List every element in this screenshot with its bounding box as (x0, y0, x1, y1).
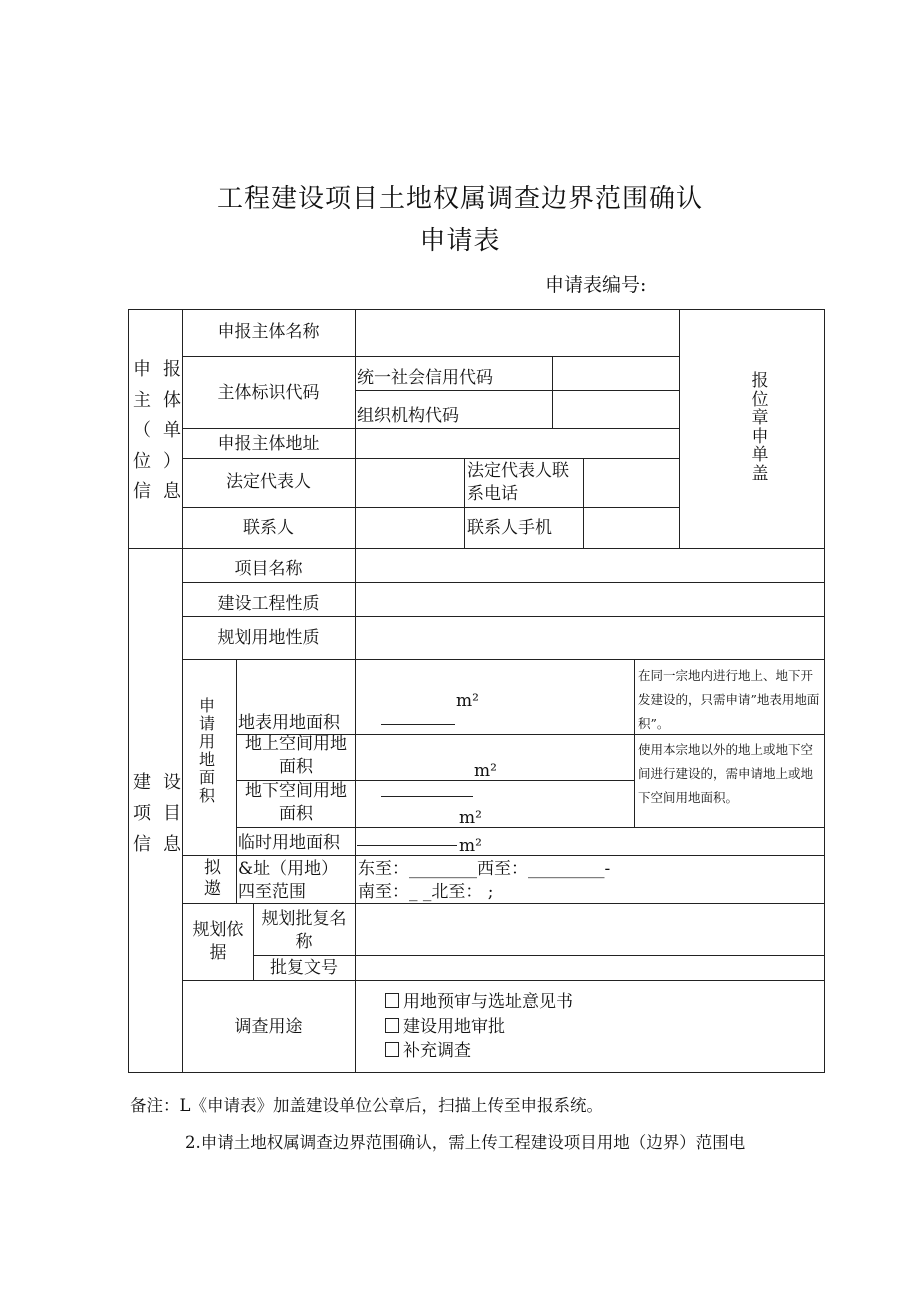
applicant-address-label: 申报主体地址 (217, 434, 320, 454)
applicant-section-label: 申报主体（单位）信息 (133, 359, 181, 502)
org-code-label: 组织机构代码 (357, 406, 459, 426)
purpose-option-preapproval[interactable]: 用地预审与选址意见书 (385, 990, 573, 1014)
temp-area-label: 临时用地面积 (238, 833, 340, 853)
credit-code-label: 统一社会信用代码 (357, 368, 493, 388)
surface-area-unit: m² (456, 691, 479, 711)
seal-area-label: 报位章申单盖 (751, 371, 769, 484)
form-number-label: 申请表编号: (545, 274, 647, 296)
surface-area-note: 在同一宗地内进行地上、地下开发建设的，只需申请”地表用地面积”。 (638, 668, 820, 731)
boundary-east-west[interactable]: 东至：________西至：_________- (358, 859, 611, 879)
site-label-line1: &址（用地） (238, 859, 339, 879)
site-label-line2: 四至范围 (238, 882, 306, 902)
space-area-note: 使用本宗地以外的地上或地下空间进行建设的，需申请地上或地下空间用地面积。 (638, 742, 814, 805)
area-group-label: 申请用地面积 (199, 696, 216, 805)
form-subtitle: 申请表 (419, 226, 501, 256)
approval-number-label: 批复文号 (270, 958, 338, 978)
checkbox-icon[interactable] (385, 993, 399, 1008)
boundary-south-north[interactable]: 南至：_ _北至： ; (358, 882, 494, 902)
legal-rep-label: 法定代表人 (226, 472, 311, 492)
purpose-option-approval[interactable]: 建设用地审批 (385, 1015, 505, 1039)
checkbox-icon[interactable] (385, 1018, 399, 1033)
note-line-1: 备注：L《申请表》加盖建设单位公章后，扫描上传至申报系统。 (130, 1096, 603, 1115)
applicant-name-label: 申报主体名称 (217, 322, 320, 342)
survey-purpose-label: 调查用途 (234, 1017, 303, 1037)
planning-basis-label: 规划依据 (192, 920, 244, 963)
surface-area-blank[interactable] (381, 705, 455, 725)
above-ground-area-unit: m² (474, 761, 497, 781)
approval-name-label: 规划批复名称 (261, 909, 347, 952)
contact-label: 联系人 (243, 518, 294, 538)
checkbox-icon[interactable] (385, 1042, 399, 1057)
above-ground-area-label: 地上空间用地面积 (245, 734, 347, 777)
applicant-id-label: 主体标识代码 (217, 383, 320, 403)
project-name-label: 项目名称 (234, 559, 303, 579)
below-ground-area-unit: m² (459, 808, 482, 828)
site-prefix-label: 拟 遨 (204, 858, 221, 899)
below-ground-area-blank[interactable] (357, 826, 457, 846)
surface-area-label: 地表用地面积 (238, 713, 340, 733)
project-section-label: 建设项目信息 (133, 772, 181, 855)
below-ground-area-label: 地下空间用地面积 (245, 781, 347, 824)
planned-land-use-label: 规划用地性质 (217, 628, 320, 648)
temp-area-unit: m² (459, 836, 482, 856)
contact-mobile-label: 联系人手机 (467, 518, 552, 538)
note-line-2: 2.申请土地权属调查边界范围确认，需上传工程建设项目用地（边界）范围电 (185, 1133, 746, 1152)
above-ground-area-blank[interactable] (381, 777, 473, 797)
legal-rep-phone-label: 法定代表人联系电话 (467, 461, 569, 504)
construction-nature-label: 建设工程性质 (217, 594, 320, 614)
form-title: 工程建设项目土地权属调查边界范围确认 (216, 184, 703, 214)
purpose-option-supplement[interactable]: 补充调查 (385, 1039, 471, 1063)
